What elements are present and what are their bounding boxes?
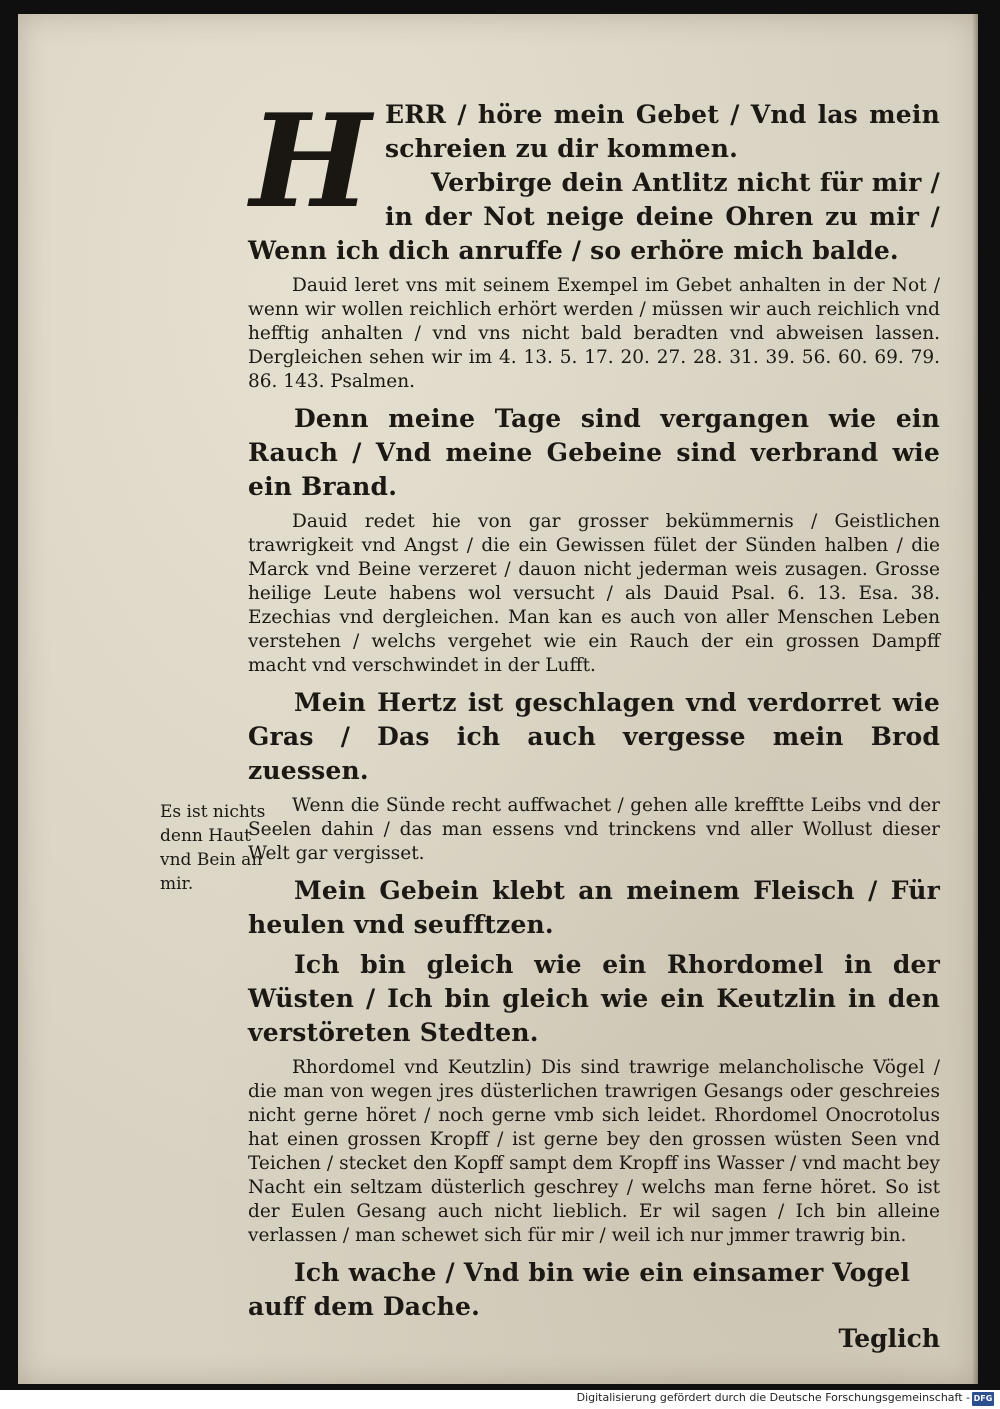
verse-6: Ich bin gleich wie ein Rhordomel in der Wüsten / Ich bin gleich wie ein Keutzlin in den verstöreten Stedten. (248, 950, 940, 1047)
drop-cap-initial: H (250, 87, 371, 237)
main-text-block (248, 87, 940, 1353)
verse-1: ERR / höre mein Gebet / Vnd las mein schreien zu dir kommen. (384, 100, 940, 163)
verse-7: Ich wache / Vnd bin wie ein einsamer Vogel auff dem Dache. (248, 1258, 911, 1321)
gloss-4: Rhordomel vnd Keutzlin) Dis sind trawrige melancholische Vögel / die man von wegen jres düsterlichen trawrigen Gesangs oder geschreies nicht gerne höret / noch gerne vmb sich leidet. Rhordomel Onocrotolus hat einen grossen Kropff / ist gerne bey den grossen wüsten Seen vnd Teichen / stecket den Kopff sampt dem Kropff ins Wasser / vnd macht bey Nacht ein seltzam düsterlich geschrey / welchs man ferne höret. So ist der Eulen Gesang auch nicht lieblich. Er wil sagen / Ich bin alleine verlassen / man schewet sich für mir / weil ich nur jmmer trawrig bin. (248, 1057, 940, 1246)
gloss-2: Dauid redet hie von gar grosser bekümmernis / Geistlichen trawrigkeit vnd Angst / die ein Gewissen fület der Sünden halben / die Marck vnd Beine verzeret / dauon nicht jederman weis zusagen. Grosse heilige Leute habens wol versucht / als Dauid Psal. 6. 13. Esa. 38. Ezechias vnd dergleichen. Man kan es auch von aller Menschen Leben verstehen / welchs vergehet wie ein Rauch der ein grossen Dampff macht vnd verschwindet in der Lufft. (248, 511, 940, 676)
footer-bar (0, 1390, 1000, 1409)
gloss-1: Dauid leret vns mit seinem Exempel im Gebet anhalten in der Not / wenn wir wollen reichlich erhört werden / müssen wir auch reichlich vnd hefftig anhalten / vnd vns nicht bald beradten vnd abweisen lassen. Dergleichen sehen wir im 4. 13. 5. 17. 20. 27. 28. 31. 39. 56. 60. 69. 79. 86. 143. Psalmen. (248, 275, 940, 392)
footer-credit-text: Digitalisierung gefördert durch die Deutsche Forschungsgemeinschaft - (576, 1391, 970, 1404)
marginal-note: Es ist nichts denn Haut vnd Bein an mir. (160, 802, 266, 894)
page-edge-shadow (972, 14, 978, 1384)
catchword: Teglich (838, 1324, 940, 1353)
verse-2: Verbirge dein Antlitz nicht für mir / in der Not neige deine Ohren zu mir / Wenn ich dich anruffe / so erhöre mich balde. (248, 168, 940, 265)
verse-4: Mein Hertz ist geschlagen vnd verdorret wie Gras / Das ich auch vergesse mein Brod zuessen. (248, 688, 940, 785)
verse-5: Mein Gebein klebt an meinem Fleisch / Für heulen vnd seufftzen. (248, 876, 940, 939)
verse-3: Denn meine Tage sind vergangen wie ein Rauch / Vnd meine Gebeine sind verbrand wie ein Brand. (248, 404, 940, 501)
dfg-logo: DFG (972, 1392, 994, 1406)
gloss-3: Wenn die Sünde recht auffwachet / gehen alle krefftte Leibs vnd der Seelen dahin / das man essens vnd trinckens vnd aller Wollust dieser Welt gar vergisset. (248, 795, 940, 864)
catchword-row (248, 1324, 940, 1353)
last-line-row (248, 1256, 940, 1324)
